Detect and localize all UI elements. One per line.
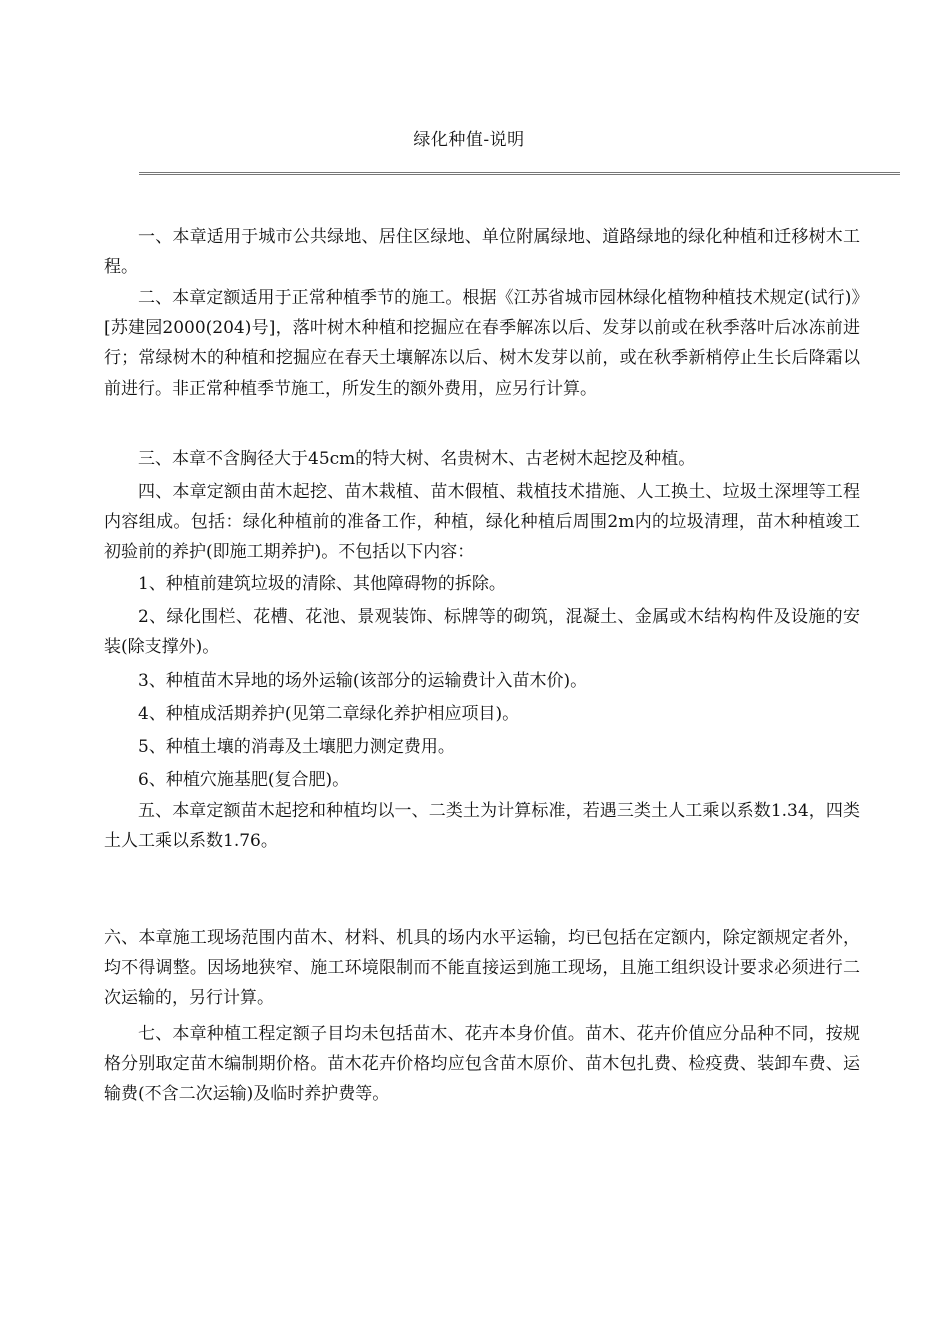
page-title: 绿化种值-说明	[413, 130, 525, 150]
paragraph-3: 三、本章不含胸径大于45cm的特大树、名贵树木、古老树木起挖及种植。	[138, 449, 696, 469]
list-item-1: 1、种植前建筑垃圾的清除、其他障碍物的拆除。	[138, 574, 506, 594]
list-item-3: 3、种植苗木异地的场外运输(该部分的运输费计入苗木价)。	[138, 671, 588, 691]
list-item-5: 5、种植土壤的消毒及土壤肥力测定费用。	[138, 737, 455, 757]
list-item-2: 2、绿化围栏、花槽、花池、景观装饰、标牌等的砌筑，混凝土、金属或木结构构件及设施的安装(除支撑外)。	[104, 607, 860, 658]
list-item-6: 6、种植穴施基肥(复合肥)。	[138, 770, 350, 790]
list-item-4: 4、种植成活期养护(见第二章绿化养护相应项目)。	[138, 704, 520, 724]
paragraph-2: 二、本章定额适用于正常种植季节的施工。根据《江苏省城市园林绿化植物种植技术规定(试行)》[苏建园2000(204)号]，落叶树木种植和挖掘应在春季解冻以后、发芽以前或在秋季落叶后冰冻前进行；常绿树木的种植和挖掘应在春天土壤解冻以后、树木发芽以前，或在秋季新梢停止生长后降霜以前进行。非正常种植季节施工，所发生的额外费用，应另行计算。	[104, 288, 860, 399]
header-divider	[139, 172, 900, 175]
paragraph-4: 四、本章定额由苗木起挖、苗木栽植、苗木假植、栽植技术措施、人工换土、垃圾土深埋等工程内容组成。包括：绿化种植前的准备工作，种植，绿化种植后周围2m内的垃圾清理，苗木种植竣工初验前的养护(即施工期养护)。不包括以下内容：	[104, 482, 860, 563]
paragraph-1: 一、本章适用于城市公共绿地、居住区绿地、单位附属绿地、道路绿地的绿化种植和迁移树木工程。	[104, 227, 860, 278]
paragraph-6: 六、本章施工现场范围内苗木、材料、机具的场内水平运输，均已包括在定额内，除定额规定者外，均不得调整。因场地狭窄、施工环境限制而不能直接运到施工现场，且施工组织设计要求必须进行二次运输的，另行计算。	[104, 928, 860, 1009]
paragraph-5: 五、本章定额苗木起挖和种植均以一、二类土为计算标准，若遇三类土人工乘以系数1.34，四类土人工乘以系数1.76。	[104, 801, 860, 852]
paragraph-7: 七、本章种植工程定额子目均未包括苗木、花卉本身价值。苗木、花卉价值应分品种不同，按规格分别取定苗木编制期价格。苗木花卉价格均应包含苗木原价、苗木包扎费、检疫费、装卸车费、运输费(不含二次运输)及临时养护费等。	[104, 1024, 860, 1105]
